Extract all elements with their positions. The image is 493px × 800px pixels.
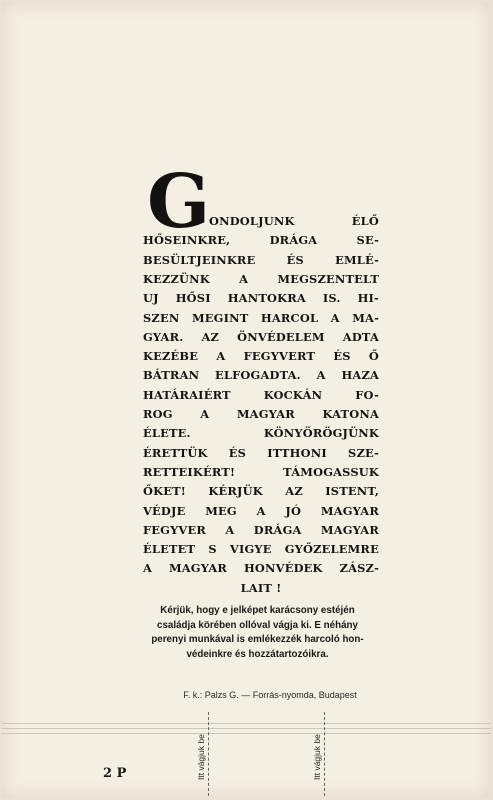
cut-label-right: Itt vágjuk be (312, 734, 322, 780)
poem-line: RETTEIKÉRT! TÁMOGASSUK (143, 464, 379, 479)
cut-line-left (208, 712, 209, 796)
poem-line: BÁTRAN ELFOGADTA. A HAZA (143, 368, 379, 383)
poem-line: KEZÉBE A FEGYVERT ÉS Ő (143, 349, 379, 364)
poem-line: A MAGYAR HONVÉDEK ZÁSZ- (143, 561, 379, 576)
printer-imprint: F. k.: Palzs G. — Forrás-nyomda, Budapest (183, 690, 357, 700)
poem-line: UJ HŐSI HANTOKRA IS. HI- (143, 291, 379, 306)
poem-line: HATÁRAIÉRT KOCKÁN FO- (143, 387, 379, 402)
poem-line: VÉDJE MEG A JÓ MAGYAR (143, 503, 379, 518)
note-line: perenyi munkával is emlékezzék harcoló hon- (151, 634, 364, 645)
divider-line (2, 733, 491, 734)
divider-line (2, 728, 491, 729)
drop-cap: G (147, 159, 211, 245)
poem-line: SZEN MEGINT HARCOL A MA- (143, 310, 379, 325)
note-line: Kérjük, hogy e jelképet karácsony estéjén (160, 605, 355, 616)
poem-line: KEZZÜNK A MEGSZENTELT (143, 271, 379, 286)
poem-line: LAIT ! (240, 580, 282, 595)
poem-line: BESÜLTJEINKRE ÉS EMLÉ- (143, 252, 379, 267)
poem-line: FEGYVER A DRÁGA MAGYAR (143, 522, 379, 537)
poem-line: ŐKET! KÉRJÜK AZ ISTENT, (143, 484, 379, 499)
poem-line: ÉLETET S VIGYE GYŐZELEMRE (143, 542, 379, 557)
note-line: családja körében ollóval vágja ki. E néhány (157, 619, 358, 631)
poem-line: ONDOLJUNK ÉLŐ (209, 214, 379, 228)
poem-line: HŐSEINKRE, DRÁGA SE- (143, 233, 379, 248)
poem-line: ÉRETTÜK ÉS ITTHONI SZE- (143, 445, 379, 460)
poem-line: ROG A MAGYAR KATONA (143, 407, 379, 421)
instruction-note (100, 604, 415, 662)
poem-line: GYAR. AZ ÖNVÉDELEM ADTA (143, 329, 379, 344)
divider-line (2, 723, 491, 724)
cut-label-left: Itt vágjuk be (196, 734, 206, 780)
cut-line-right (324, 712, 325, 796)
note-line: védeinkre és hozzátartozóikra. (186, 648, 329, 660)
poem-line: ÉLETE. KÖNYÖRÖGJÜNK (143, 426, 379, 441)
price-label: 2 P (103, 766, 127, 781)
